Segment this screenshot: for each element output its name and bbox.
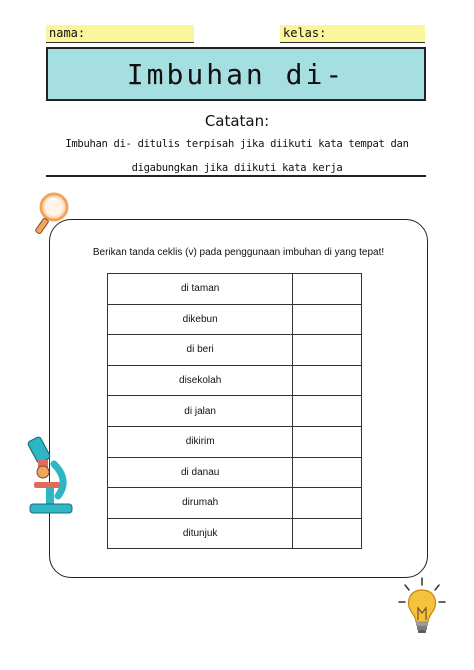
checkbox-cell[interactable] (293, 488, 362, 519)
nama-field[interactable]: nama: (46, 25, 194, 42)
table-row (108, 396, 362, 427)
checkbox-cell[interactable] (293, 426, 362, 457)
word-cell: dirumah (108, 488, 293, 519)
word-cell: ditunjuk (108, 518, 293, 549)
word-cell: di danau (108, 457, 293, 488)
word-cell: disekolah (108, 365, 293, 396)
table-row (108, 335, 362, 366)
answer-table (107, 273, 362, 549)
table-row (108, 518, 362, 549)
checkbox-cell[interactable] (293, 457, 362, 488)
kelas-field[interactable]: kelas: (280, 25, 425, 42)
table-row (108, 274, 362, 305)
page-title: Imbuhan di- (126, 57, 346, 91)
instruction-text: Berikan tanda ceklis (v) pada penggunaan imbuhan di yang tepat! (92, 247, 385, 258)
word-cell: di jalan (108, 396, 293, 427)
catatan-heading: Catatan: (204, 112, 270, 130)
table-row (108, 488, 362, 519)
checkbox-cell[interactable] (293, 335, 362, 366)
checkbox-cell[interactable] (293, 396, 362, 427)
catatan-line-2: digabungkan jika diikuti kata kerja (131, 162, 343, 174)
table-row (108, 304, 362, 335)
microscope-icon (24, 436, 76, 518)
catatan-line-1: Imbuhan di- ditulis terpisah jika diikuti kata tempat dan (65, 138, 409, 150)
kelas-underline (280, 42, 425, 43)
table-row (108, 365, 362, 396)
section-divider (46, 175, 426, 177)
nama-underline (46, 42, 194, 43)
table-row (108, 426, 362, 457)
checkbox-cell[interactable] (293, 304, 362, 335)
lightbulb-icon (396, 576, 448, 642)
word-cell: di taman (108, 274, 293, 305)
word-cell: dikirim (108, 426, 293, 457)
checkbox-cell[interactable] (293, 518, 362, 549)
checkbox-cell[interactable] (293, 365, 362, 396)
table-row (108, 457, 362, 488)
title-banner (46, 47, 426, 101)
checkbox-cell[interactable] (293, 274, 362, 305)
word-cell: dikebun (108, 304, 293, 335)
word-cell: di beri (108, 335, 293, 366)
